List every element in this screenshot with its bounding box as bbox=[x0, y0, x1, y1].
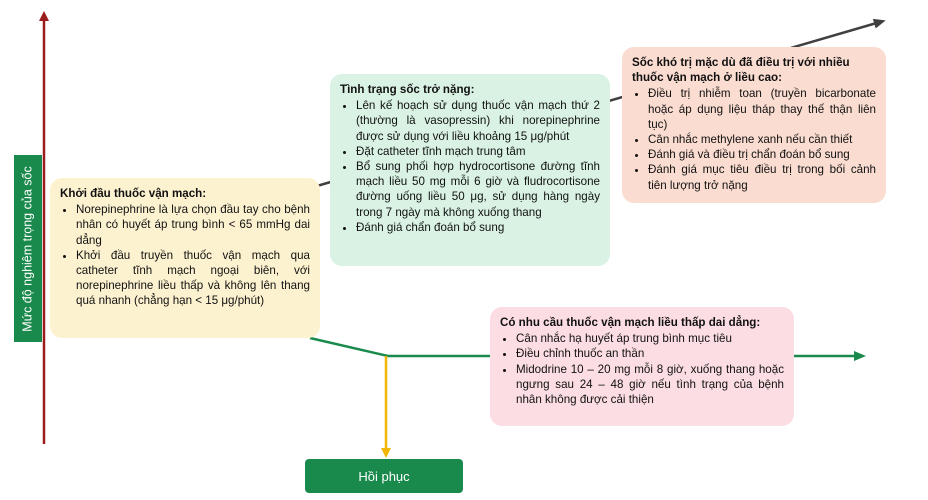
recovery-box bbox=[305, 459, 463, 493]
list-item: • Đánh giá mục tiêu điều trị trong bối cảnh tiên lượng trở nặng bbox=[648, 162, 876, 192]
list-item: • Điều chỉnh thuốc an thần bbox=[516, 346, 784, 361]
list-item: • Lên kế hoạch sử dụng thuốc vận mạch thứ 2 (thường là vasopressin) khi norepinephrine được sử dụng với liều khoảng 15 μg/phút bbox=[356, 98, 600, 144]
y-axis-label bbox=[14, 155, 42, 342]
list-item: • Đánh giá chẩn đoán bổ sung bbox=[356, 220, 600, 235]
refractory-shock-box bbox=[622, 47, 886, 203]
prolonged-low-dose-title: Có nhu cầu thuốc vận mạch liều thấp dai dẳng: bbox=[500, 316, 761, 329]
worsening-shock-title: Tình trạng sốc trở nặng: bbox=[340, 83, 475, 96]
list-item: • Đặt catheter tĩnh mạch trung tâm bbox=[356, 144, 600, 159]
list-item: • Bổ sung phối hợp hydrocortisone đường tĩnh mạch liều 50 mg mỗi 6 giờ và fludrocortisone đường uống liều 50 μg, sử dụng hàng ngày trong 7 ngày mà không xuống thang bbox=[356, 159, 600, 220]
initial-vasopressor-box bbox=[50, 178, 320, 338]
initial-vasopressor-title: Khởi đầu thuốc vận mạch: bbox=[60, 187, 207, 200]
list-item: • Khởi đầu truyền thuốc vận mạch qua catheter tĩnh mạch ngoại biên, với norepinephrine liều thấp và không lên thang quá nhanh (chẳng hạn < 15 μg/phút) bbox=[76, 248, 310, 309]
list-item: • Đánh giá và điều trị chẩn đoán bổ sung bbox=[648, 147, 876, 162]
recovery-label: Hồi phục bbox=[358, 468, 410, 484]
refractory-shock-title: Sốc khó trị mặc dù đã điều trị với nhiều thuốc vận mạch ở liều cao: bbox=[632, 56, 850, 85]
list-item: • Cân nhắc methylene xanh nếu cần thiết bbox=[648, 132, 876, 147]
list-item: • Điều trị nhiễm toan (truyền bicarbonate hoặc áp dụng liệu tháp thay thế thận liên tục) bbox=[648, 86, 876, 132]
y-axis-label-text: Mức độ nghiêm trọng của sốc bbox=[21, 165, 35, 332]
list-item: • Cân nhắc hạ huyết áp trung bình mục tiêu bbox=[516, 331, 784, 346]
list-item: • Norepinephrine là lựa chọn đầu tay cho bệnh nhân có huyết áp trung bình < 65 mmHg dai dẳng bbox=[76, 202, 310, 248]
worsening-shock-box bbox=[330, 74, 610, 266]
prolonged-low-dose-box bbox=[490, 307, 794, 426]
list-item: • Midodrine 10 – 20 mg mỗi 8 giờ, xuống thang hoặc ngưng sau 24 – 48 giờ nếu tình trạng của bệnh nhân không được cải thiện bbox=[516, 362, 784, 408]
